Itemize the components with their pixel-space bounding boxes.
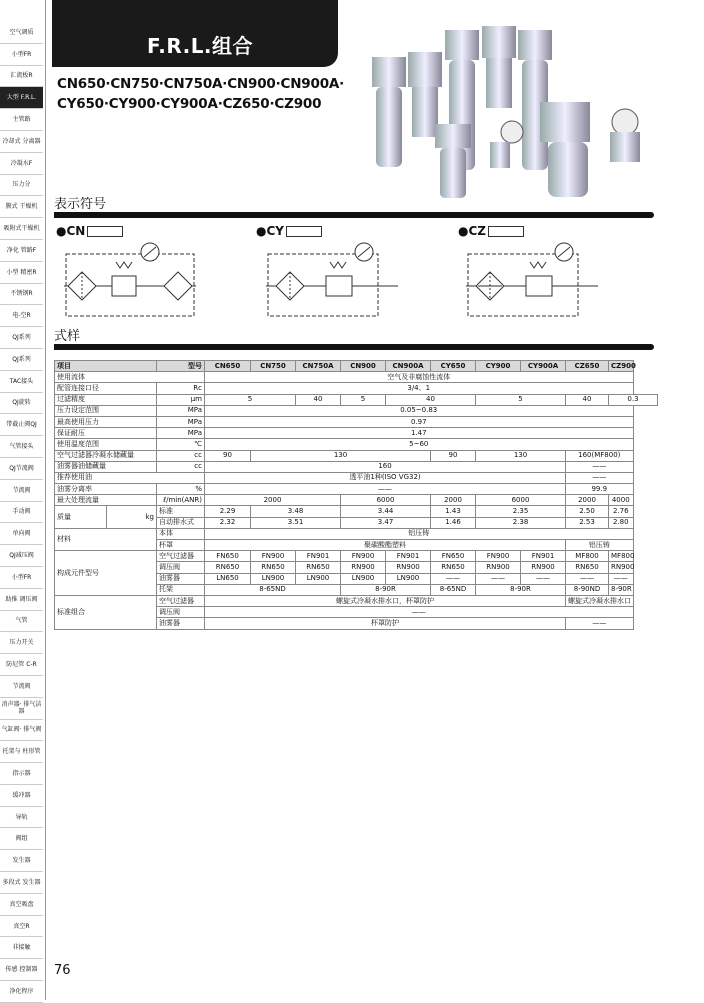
- unit: ℃: [157, 439, 205, 450]
- cell: 130: [476, 450, 566, 461]
- sidebar-item[interactable]: 电-空R: [0, 305, 43, 327]
- cell: 6000: [341, 495, 431, 506]
- cell: 3.47: [341, 517, 431, 528]
- cell: ——: [205, 607, 634, 618]
- cell: FN650: [431, 551, 476, 562]
- cell: 8-65ND: [431, 584, 476, 595]
- cell: 2.53: [566, 517, 609, 528]
- cell: 8-65ND: [205, 584, 341, 595]
- unit: MPa: [157, 416, 205, 427]
- model-list-line-1: CN650·CN750·CN750A·CN900·CN900A·: [57, 76, 345, 92]
- cell: 2.50: [566, 506, 609, 517]
- cell: 90: [431, 450, 476, 461]
- cell: 聚碳酸酯塑料: [205, 540, 566, 551]
- cell: 160(MF800): [566, 450, 634, 461]
- sidebar-item[interactable]: 托架与 柱形管: [0, 741, 43, 763]
- cell: 2.76: [609, 506, 634, 517]
- sub-label: 本体: [157, 528, 205, 539]
- row-label-standard: 标准组合: [55, 595, 157, 629]
- cell: 1.43: [431, 506, 476, 517]
- unit-filtration: μm: [157, 394, 205, 405]
- cell: 2000: [566, 495, 609, 506]
- row-label: 油雾分离率: [55, 484, 157, 495]
- sidebar-item[interactable]: 助推 调压阀: [0, 589, 43, 611]
- sidebar-item[interactable]: QJ旋转: [0, 393, 43, 415]
- table-row: [55, 472, 658, 483]
- table-row: [55, 428, 658, 439]
- cy-circuit-symbol: [266, 242, 398, 320]
- header-cn900a: CN900A: [386, 361, 431, 372]
- sub-label: 标准: [157, 506, 205, 517]
- cell: 2000: [205, 495, 341, 506]
- cell: 0.3: [609, 394, 658, 405]
- cell: FN900: [341, 551, 386, 562]
- sidebar-item[interactable]: 净化程序: [0, 981, 43, 1003]
- unit: ℓ/min(ANR): [157, 495, 205, 506]
- row-label: 使用温度范围: [55, 439, 157, 450]
- cell: 透平油1种(ISO VG32): [205, 472, 566, 483]
- sidebar-item[interactable]: 非接触: [0, 937, 43, 959]
- sub-label: 托架: [157, 584, 205, 595]
- sub-label: 调压阀: [157, 607, 205, 618]
- row-label: 压力设定范围: [55, 405, 157, 416]
- row-label-filtration: 过滤精度: [55, 394, 157, 405]
- sidebar-item[interactable]: 小型 精密R: [0, 262, 43, 284]
- sidebar-item[interactable]: 汇流板R: [0, 66, 43, 88]
- sidebar-item[interactable]: QJ减压阀: [0, 545, 43, 567]
- table-row: [55, 461, 658, 472]
- cell: ——: [476, 573, 521, 584]
- row-label-components: 构成元件型号: [55, 551, 157, 596]
- table-row: [55, 405, 658, 416]
- cell: LN900: [251, 573, 296, 584]
- sidebar-item[interactable]: 压力分: [0, 175, 43, 197]
- header-cy900a: CY900A: [521, 361, 566, 372]
- sidebar-item[interactable]: 气管: [0, 611, 43, 633]
- header-model: 型号: [157, 361, 205, 372]
- cell: 5: [476, 394, 566, 405]
- product-photo: [360, 12, 660, 202]
- cell: 8-90R: [609, 584, 634, 595]
- cell: 6000: [476, 495, 566, 506]
- row-label-material: 材料: [55, 528, 157, 550]
- cell-fluid: 空气及非腐蚀性流体: [205, 372, 634, 383]
- sub-label: 空气过滤器: [157, 551, 205, 562]
- cell: 2.29: [205, 506, 251, 517]
- sidebar-item[interactable]: 阀组: [0, 828, 43, 850]
- sidebar-item[interactable]: 小型FR: [0, 567, 43, 589]
- page-number: 76: [54, 963, 71, 978]
- cz-circuit-symbol: [466, 242, 598, 320]
- cell: ——: [566, 461, 634, 472]
- unit: %: [157, 484, 205, 495]
- cell: 杯罩防护: [205, 618, 566, 629]
- cn-circuit-symbol: [64, 242, 196, 320]
- row-label: 最高使用压力: [55, 416, 157, 427]
- cell: 3.44: [341, 506, 431, 517]
- sub-label: 调压阀: [157, 562, 205, 573]
- table-row: [55, 495, 658, 506]
- symbol-label-cy: ●CY: [256, 224, 322, 238]
- sub-label: 油雾器: [157, 618, 205, 629]
- spec-section-heading: 式样: [54, 329, 81, 344]
- header-cn900: CN900: [341, 361, 386, 372]
- symbol-label-cz: ●CZ: [458, 224, 524, 238]
- symbol-label-cn: ●CN: [56, 224, 123, 238]
- cell: RN900: [341, 562, 386, 573]
- header-cy900: CY900: [476, 361, 521, 372]
- cell: 99.9: [566, 484, 634, 495]
- table-row: [55, 595, 658, 606]
- sidebar-item[interactable]: 消声器· 排气洁器: [0, 698, 43, 720]
- cell: 螺旋式冷凝水排水口，杯罩防护: [205, 595, 566, 606]
- cell: 5: [205, 394, 296, 405]
- sidebar-item[interactable]: 小型FR: [0, 44, 43, 66]
- cell: ——: [566, 573, 609, 584]
- sidebar-item[interactable]: 压力开关: [0, 632, 43, 654]
- sidebar-item[interactable]: 气管接头: [0, 436, 43, 458]
- table-row: [55, 484, 658, 495]
- sidebar-item[interactable]: 发生器: [0, 850, 43, 872]
- sidebar-item[interactable]: 多段式 发生器: [0, 872, 43, 894]
- cell: FN901: [521, 551, 566, 562]
- header-cn750: CN750: [251, 361, 296, 372]
- sidebar-divider: [45, 0, 46, 1000]
- cell: 2.38: [476, 517, 566, 528]
- sidebar-item[interactable]: 防尼管 C-R: [0, 654, 43, 676]
- sidebar-item[interactable]: 节流阀: [0, 480, 43, 502]
- sidebar-item[interactable]: QJ节流阀: [0, 458, 43, 480]
- header-cz650: CZ650: [566, 361, 609, 372]
- cell: LN650: [205, 573, 251, 584]
- sidebar-item[interactable]: 手动阀: [0, 502, 43, 524]
- unit: cc: [157, 461, 205, 472]
- cell: 4000: [609, 495, 634, 506]
- cell: 铝压铸: [205, 528, 634, 539]
- cell: 2.80: [609, 517, 634, 528]
- cell: 8-90R: [341, 584, 431, 595]
- table-row: [55, 383, 658, 394]
- sidebar-item[interactable]: 主管路: [0, 109, 43, 131]
- cell: RN650: [251, 562, 296, 573]
- cell: 40: [386, 394, 476, 405]
- table-row: [55, 450, 658, 461]
- sidebar-item[interactable]: 净化 管路F: [0, 240, 43, 262]
- cell: 2000: [431, 495, 476, 506]
- cell: ——: [205, 484, 566, 495]
- cell: FN901: [296, 551, 341, 562]
- header-cy650: CY650: [431, 361, 476, 372]
- sidebar-item[interactable]: 空气调质: [0, 22, 43, 44]
- cell: FN650: [205, 551, 251, 562]
- cell: RN900: [386, 562, 431, 573]
- sidebar-item[interactable]: 真空R: [0, 916, 43, 938]
- cell: ——: [431, 573, 476, 584]
- cell: 2.32: [205, 517, 251, 528]
- cell: FN900: [251, 551, 296, 562]
- model-list-line-2: CY650·CY900·CY900A·CZ650·CZ900: [57, 96, 322, 112]
- page-title: F.R.L.组合: [147, 34, 254, 58]
- cell: RN900: [476, 562, 521, 573]
- unit: kg: [107, 506, 157, 528]
- sidebar-item[interactable]: 缓冲器: [0, 785, 43, 807]
- table-row: [55, 416, 658, 427]
- cell: 130: [251, 450, 431, 461]
- row-label: 空气过滤器冷凝水储藏量: [55, 450, 157, 461]
- cell: LN900: [296, 573, 341, 584]
- spec-section-bar: [54, 344, 654, 350]
- table-row: [55, 394, 658, 405]
- row-label: 推荐使用油: [55, 472, 205, 483]
- unit: MPa: [157, 428, 205, 439]
- table-row: [55, 551, 658, 562]
- cell: 铝压铸: [566, 540, 634, 551]
- header-cn650: CN650: [205, 361, 251, 372]
- cell: 160: [205, 461, 566, 472]
- sidebar-item[interactable]: 气缸阀· 排气阀: [0, 720, 43, 742]
- header-item: 项目: [55, 361, 157, 372]
- cell: 8-90R: [476, 584, 566, 595]
- cell: 40: [566, 394, 609, 405]
- cell: 5: [341, 394, 386, 405]
- cell: FN901: [386, 551, 431, 562]
- table-row: [55, 506, 658, 517]
- unit: MPa: [157, 405, 205, 416]
- row-label-port: 配管连接口径: [55, 383, 157, 394]
- cell: 3.48: [251, 506, 341, 517]
- cell: 5~60: [205, 439, 634, 450]
- cell: ——: [609, 573, 634, 584]
- sub-label: 油雾器: [157, 573, 205, 584]
- sidebar-item[interactable]: 传感 控制器: [0, 959, 43, 981]
- header-cn750a: CN750A: [296, 361, 341, 372]
- cell: 90: [205, 450, 251, 461]
- cell: 2.35: [476, 506, 566, 517]
- sidebar-item[interactable]: 膜式 干燥机: [0, 196, 43, 218]
- sidebar-item[interactable]: QJ系列: [0, 349, 43, 371]
- sidebar-item[interactable]: 吸附式干燥机: [0, 218, 43, 240]
- sidebar-item[interactable]: 单向阀: [0, 523, 43, 545]
- cell: 40: [296, 394, 341, 405]
- cell: ——: [521, 573, 566, 584]
- cell: RN900: [521, 562, 566, 573]
- cell: 1.46: [431, 517, 476, 528]
- header-cz900: CZ900: [609, 361, 634, 372]
- sidebar-item[interactable]: 大型 F.R.L.: [0, 87, 43, 109]
- table-row: [55, 439, 658, 450]
- row-label: 油雾器油储藏量: [55, 461, 157, 472]
- cell: MF800: [566, 551, 609, 562]
- cell: RN900: [609, 562, 634, 573]
- cell: LN900: [341, 573, 386, 584]
- sidebar-item[interactable]: QJ系列: [0, 327, 43, 349]
- row-label-fluid: 使用流体: [55, 372, 205, 383]
- sidebar-item[interactable]: TAC接头: [0, 371, 43, 393]
- sidebar-nav: [0, 22, 43, 1003]
- cell: 0.05~0.83: [205, 405, 634, 416]
- sidebar-item[interactable]: 导轨: [0, 807, 43, 829]
- cell-port: 3/4、1: [205, 383, 634, 394]
- sidebar-item[interactable]: 冷却式 分离器: [0, 131, 43, 153]
- unit-port: Rc: [157, 383, 205, 394]
- symbol-section-heading: 表示符号: [54, 197, 107, 212]
- cell: 0.97: [205, 416, 634, 427]
- cell: ——: [566, 472, 634, 483]
- cell: RN650: [296, 562, 341, 573]
- row-label: 保证耐压: [55, 428, 157, 439]
- sidebar-item[interactable]: 真空吸盘: [0, 894, 43, 916]
- sidebar-item[interactable]: 节流阀: [0, 676, 43, 698]
- cell: 8-90ND: [566, 584, 609, 595]
- cell: ——: [566, 618, 634, 629]
- cell: RN650: [205, 562, 251, 573]
- cell: LN900: [386, 573, 431, 584]
- row-label: 最大处理流量: [55, 495, 157, 506]
- unit: cc: [157, 450, 205, 461]
- row-label-mass: 质量: [55, 506, 107, 528]
- sidebar-item[interactable]: 指示器: [0, 763, 43, 785]
- cell: RN650: [566, 562, 609, 573]
- table-row: [55, 528, 658, 539]
- cell: FN900: [476, 551, 521, 562]
- cell: MF800: [609, 551, 634, 562]
- table-header-row: [55, 361, 658, 372]
- sub-label: 杯罩: [157, 540, 205, 551]
- symbol-section-bar: [54, 212, 654, 218]
- sub-label: 自动排水式: [157, 517, 205, 528]
- spec-table: [54, 360, 658, 630]
- sidebar-item[interactable]: 冷凝水F: [0, 153, 43, 175]
- cell: 螺旋式冷凝水排水口: [566, 595, 634, 606]
- sidebar-item[interactable]: 不锈钢R: [0, 284, 43, 306]
- cell: RN650: [431, 562, 476, 573]
- cell: 3.51: [251, 517, 341, 528]
- table-row: [55, 372, 658, 383]
- sidebar-item[interactable]: 带截止阀QJ: [0, 414, 43, 436]
- sub-label: 空气过滤器: [157, 595, 205, 606]
- cell: 1.47: [205, 428, 634, 439]
